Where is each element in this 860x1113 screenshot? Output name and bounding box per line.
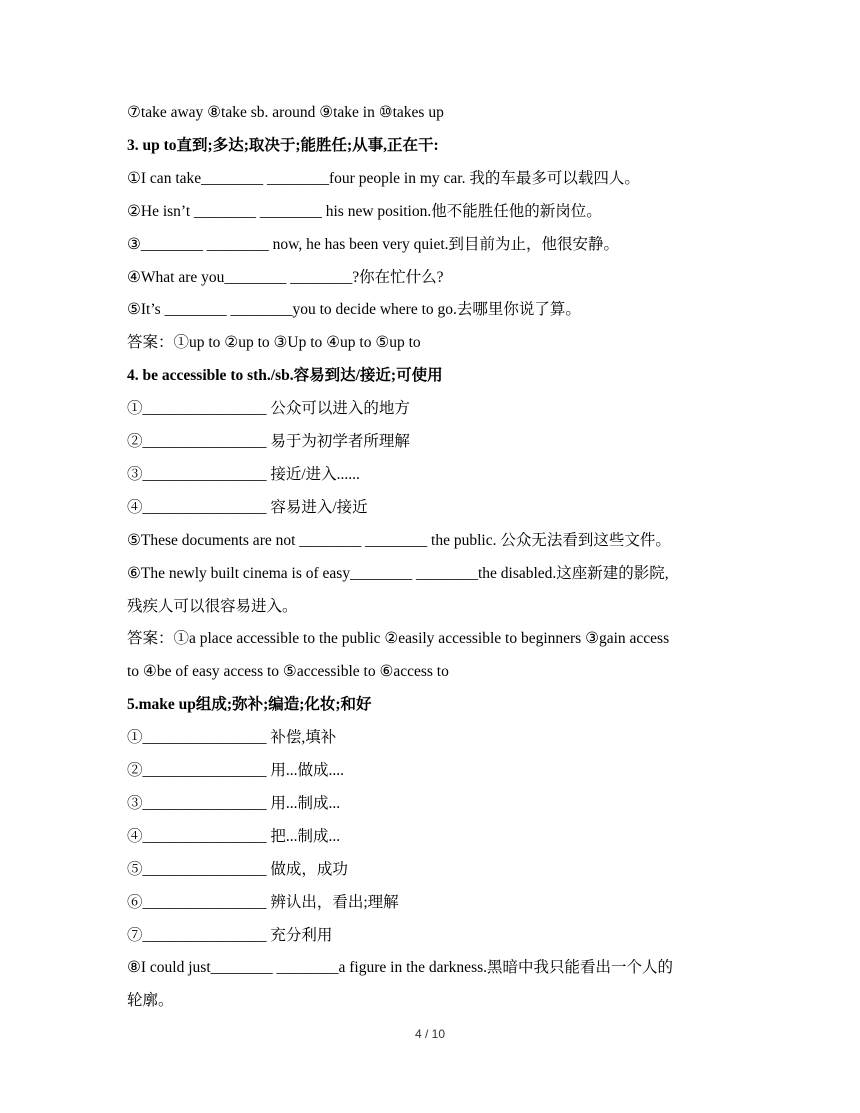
text-line: ⑥________________ 辨认出，看出;理解 [127,893,399,911]
text-line: ①________________ 补偿,填补 [127,729,337,747]
text-line: ②________________ 用...做成.... [127,762,345,779]
section-heading: 3. up to直到;多达;取决于;能胜任;从事,正在干: [127,136,439,154]
text-line: ⑦________________ 充分利用 [127,926,333,944]
text-line: ⑦take away ⑧take sb. around ⑨take in ⑩takes up [127,104,444,121]
text-line: ①I can take________ ________four people in my car. 我的车最多可以载四人。 [127,169,640,187]
text-line: ④________________ 把...制成... [127,827,341,845]
text-line: ③________________ 用...制成... [127,794,341,812]
text-line: ③________________ 接近/进入...... [127,465,360,483]
text-line: ⑤These documents are not ________ ________ the public. 公众无法看到这些文件。 [127,531,671,549]
section-heading: 5.make up组成;弥补;编造;化妆;和好 [127,696,372,714]
text-line: ⑥The newly built cinema is of easy________ ________the disabled.这座新建的影院, [127,564,669,582]
text-line: ④________________ 容易进入/接近 [127,498,368,516]
text-line: ⑧I could just________ ________a figure in the darkness.黑暗中我只能看出一个人的 [127,959,674,977]
text-line: 轮廓。 [127,992,174,1010]
section-heading: 4. be accessible to sth./sb.容易到达/接近;可使用 [127,367,443,385]
text-line: ②________________ 易于为初学者所理解 [127,433,410,450]
text-line: ⑤It’s ________ ________you to decide where to go.去哪里你说了算。 [127,301,581,319]
text-line: ②He isn’t ________ ________ his new position.他不能胜任他的新岗位。 [127,202,602,220]
text-line: to ④be of easy access to ⑤accessible to ⑥access to [127,663,449,681]
text-line: 答案：①a place accessible to the public ②easily accessible to beginners ③gain access [127,630,670,648]
text-line: ③________ ________ now, he has been very quiet.到目前为止，他很安静。 [127,235,620,253]
text-line: 残疾人可以很容易进入。 [127,597,298,615]
text-line: 答案：①up to ②up to ③Up to ④up to ⑤up to [127,334,421,352]
text-line: ①________________ 公众可以进入的地方 [127,400,410,418]
text-line: ④What are you________ ________?你在忙什么? [127,268,444,286]
page-number: 4 / 10 [414,1027,446,1041]
text-line: ⑤________________ 做成，成功 [127,860,348,878]
